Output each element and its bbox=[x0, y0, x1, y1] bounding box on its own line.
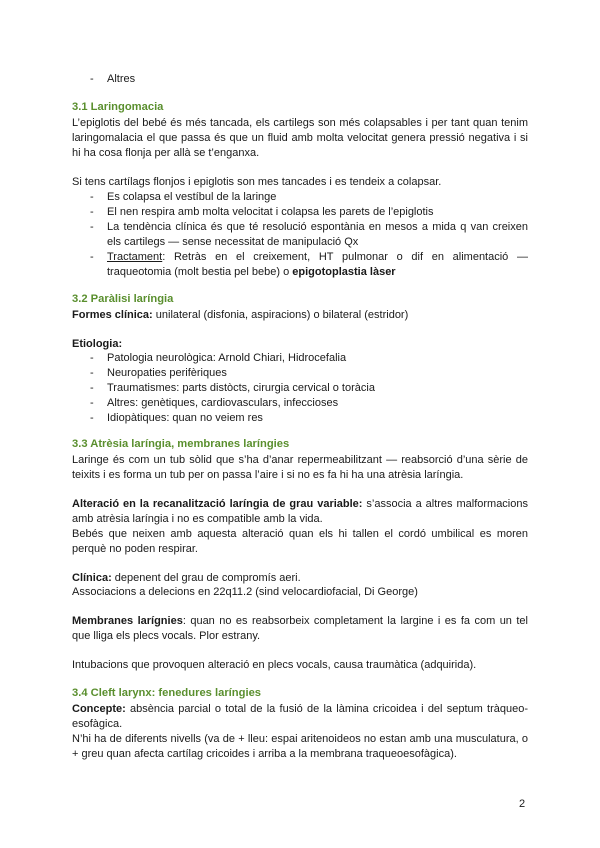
paragraph: Clínica: depenent del grau de compromís aeri. bbox=[72, 572, 301, 584]
section-heading-3-2: 3.2 Paràlisi laríngia bbox=[72, 293, 174, 305]
paragraph: Associacions a delecions en 22q11.2 (sind velocardiofacial, Di George) bbox=[72, 586, 418, 598]
paragraph: Intubacions que provoquen alteració en plecs vocals, causa traumàtica (adquirida). bbox=[72, 659, 477, 671]
paragraph: Membranes larígnies: quan no es reabsorbeix completament la largine i es fa com un tel que lliga els plecs vocals. Plor estrany. bbox=[72, 615, 528, 642]
tractament-label: Tractament bbox=[107, 251, 163, 263]
section-heading-3-1: 3.1 Laringomacia bbox=[72, 101, 164, 113]
paragraph: Alteració en la recanalització laríngia de grau variable: s’associa a altres malformacions amb atrèsia laríngia i no es compatible amb la vida. bbox=[72, 498, 528, 525]
paragraph: Laringe és com un tub sòlid que s’ha d’anar repermeabilitzant — reabsorció d’una sèrie de teixits i es forma un tub per on passa l’aire i si no es fa hi ha una atrèsia laríngia. bbox=[72, 454, 528, 481]
document-page: - Altres 3.1 Laringomacia L’epiglotis del bebé és més tancada, els cartilegs son més colapsables i per tant quan tenim laringomalacia el que passa és que un fluid amb molta velocitat genera pressió negativa i si hi ha cosa flonja per allà se t’enganxa. Si tens cartílags flonjos i epiglotis son mes tancades i es tendeix a colapsar. - Es colapsa el vestíbul de la laringe - El nen respira amb molta velocitat i colapsa les parets de l’epiglotis - La tendència clínica és que té resolució espontània en mesos a mida q van creixen els cartilegs — sense necessitat de manipulació Qx - Tractament: Retràs en el creixement, HT pulmonar o dif en alimentació — traqueotomia (molt bestia pel bebe) o epigotoplastia làser 3.2 Paràlisi laríngia Formes clínica: unilateral (disfonia, aspiracions) o bilateral (estridor) Etiologia: - Patologia neurològica: Arnold Chiari, Hidrocefalia - Neuropaties perifèriques - Traumatismes: parts distòcts, cirurgia cervical o toràcia - Altres: genètiques, cardiovasculars, infeccioses - Idiopàtiques: quan no veiem res 3.3 Atrèsia laríngia, membranes laríngies Laringe és com un tub sòlid que s’ha d’anar repermeabilitzant — reabsorció d’una sèrie de teixits i es forma un tub per on passa l’aire i si no es fa hi ha una atrèsia laríngia. Alteració en la recanalització laríngia de grau variable: s’associa a altres malformacions amb atrèsia laríngia i no es compatible amb la vida. Bebés que neixen amb aquesta alteració quan els hi tallen el cordó umbilical es moren perquè no poden respirar. Clínica: depenent del grau de compromís aeri. Associacions a delecions en 22q11.2 (sind velocardiofacial, Di George) Membranes larígnies: quan no es reabsorbeix completament la largine i es fa com un tel que lliga els plecs vocals. Plor estrany. Intubacions que provoquen alteració en plecs vocals, causa traumàtica (adquirida). 3.4 Cleft larynx: fenedures laríngies Concepte: absència parcial o total de la fusió de la làmina cricoidea i del septum tràqueo-esofàgica. N’hi ha de diferents nivells (va de + lleu: espai aritenoideos no estan amb una musculatura, o + greu quan afecta cartílag cricoides i arriba a la membrana traqueoesofàgica). 2 bbox=[72, 73, 528, 810]
paragraph: Concepte: absència parcial o total de la fusió de la làmina cricoidea i del septum tràqueo-esofàgica. bbox=[72, 703, 528, 730]
page-number: 2 bbox=[519, 798, 526, 810]
section-heading-3-4: 3.4 Cleft larynx: fenedures laríngies bbox=[72, 687, 262, 699]
paragraph: N’hi ha de diferents nivells (va de + lleu: espai aritenoideos no estan amb una musculatura, o + greu quan afecta cartílag cricoides i arriba a la membrana traqueoesofàgica). bbox=[72, 733, 528, 760]
section-heading-3-3: 3.3 Atrèsia laríngia, membranes laríngies bbox=[72, 438, 290, 450]
top-item-text: Altres bbox=[107, 73, 136, 85]
paragraph: L’epiglotis del bebé és més tancada, els cartilegs son més colapsables i per tant quan tenim laringomalacia el que passa és que un fluid amb molta velocitat genera pressió negativa i si hi ha cosa flonja per allà se t’enganxa. bbox=[72, 117, 528, 159]
paragraph: Formes clínica: unilateral (disfonia, aspiracions) o bilateral (estridor) bbox=[72, 309, 409, 321]
etiologia-label: Etiologia: bbox=[72, 338, 123, 350]
paragraph: Bebés que neixen amb aquesta alteració quan els hi tallen el cordó umbilical es moren perquè no poden respirar. bbox=[72, 528, 528, 555]
paragraph: Si tens cartílags flonjos i epiglotis son mes tancades i es tendeix a colapsar. bbox=[72, 176, 442, 188]
